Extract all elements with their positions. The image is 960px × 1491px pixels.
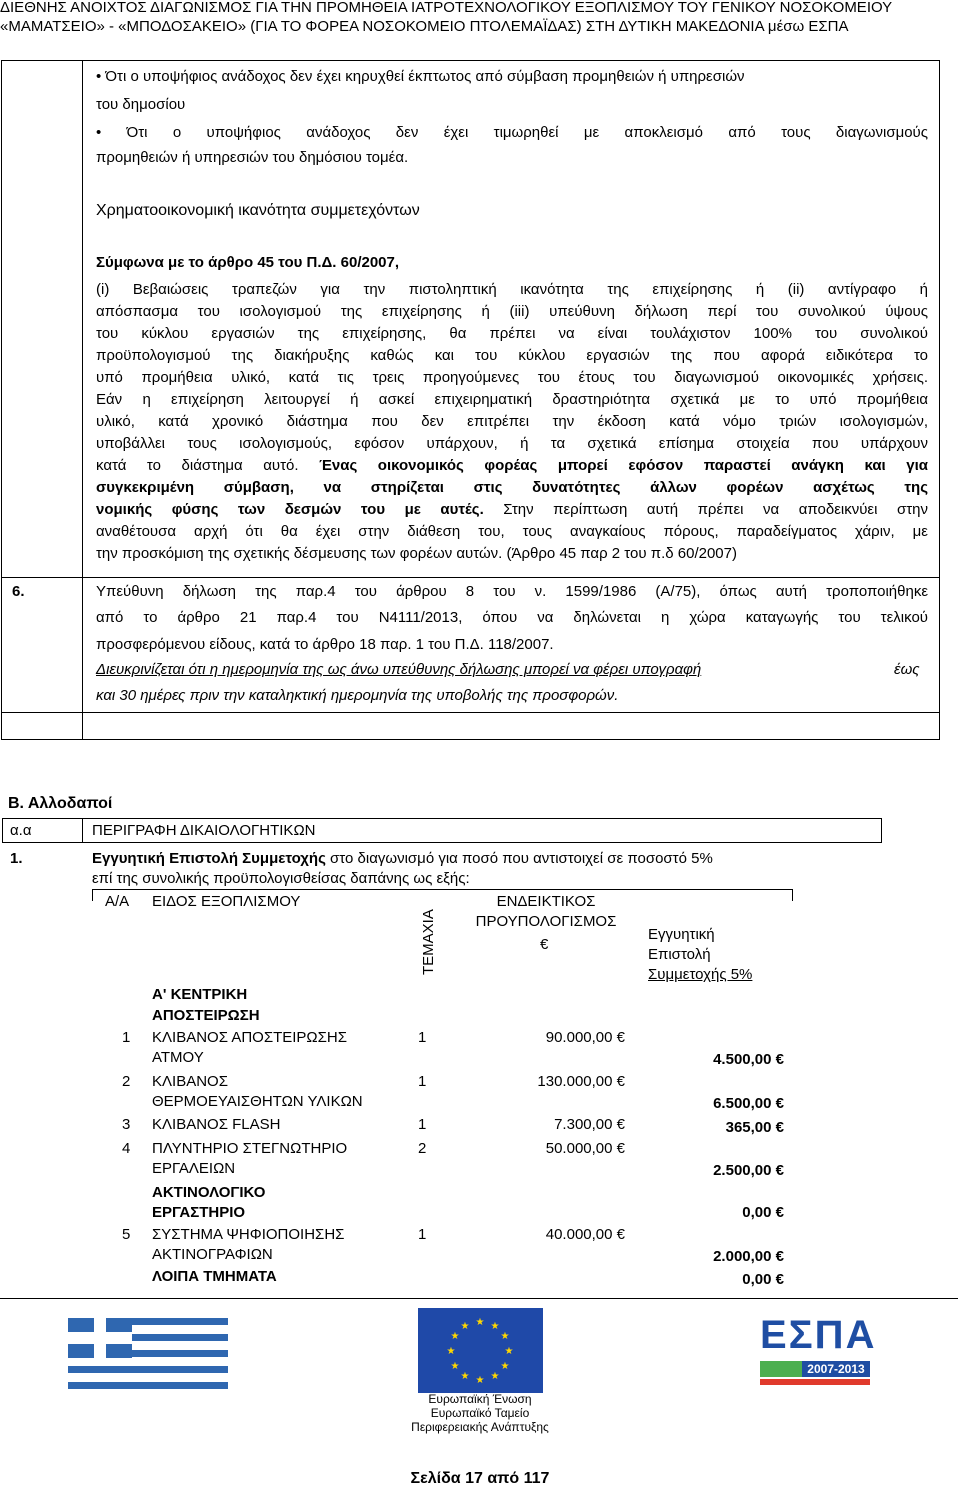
bullet-2-line-1: • Ότι ο υποψήφιος ανάδοχος δεν έχει τιμωρηθεί με αποκλεισμό από τους διαγωνισμούς	[96, 124, 928, 141]
eu-caption-1: Ευρωπαϊκή Ένωση	[428, 1392, 532, 1406]
row-4-quantity: 2	[418, 1140, 427, 1157]
para-line-12: αναθέτουσα αρχή ότι θα έχει στην διάθεση του, τους αναγκαίους πόρους, παραδείγματος χάριν, με	[96, 523, 928, 540]
eu-caption	[380, 1392, 580, 1434]
espa-green-bar	[760, 1361, 802, 1377]
row-3-quantity: 1	[418, 1116, 427, 1133]
flag-stripe	[68, 1366, 228, 1373]
article-ref-bold: Σύμφωνα με το άρθρο 45 του Π.Δ.	[96, 254, 337, 271]
row-3-desc-1: ΚΛΙΒΑΝΟΣ FLASH	[152, 1116, 281, 1133]
svg-text:★: ★	[475, 1317, 485, 1328]
para-line: Εάν η επιχείρηση λειτουργεί ή ασκεί επιχειρηματική δραστηριότητα σχετικά με το υπό προμήθεια	[96, 391, 928, 408]
greek-flag-logo	[68, 1318, 228, 1390]
header-line-1: ΔΙΕΘΝΗΣ ΑΝΟΙΧΤΟΣ ΔΙΑΓΩΝΙΣΜΟΣ ΓΙΑ ΤΗΝ ΠΡΟΜΗΘΕΙΑ ΙΑΤΡΟΤΕΧΝΟΛΟΓΙΚΟΥ ΕΞΟΠΛΙΣΜΟΥ ΤΟΥ ΓΕΝΙΚΟΥ ΝΟΣΟΚΟΜΕΙΟΥ	[0, 0, 893, 16]
bullet-2-line-2: προμηθειών ή υπηρεσιών του δημόσιου τομέα.	[96, 149, 409, 166]
b-col-aa-header: α.α	[10, 822, 32, 839]
b-row-1-number: 1.	[10, 850, 23, 867]
flag-stripe	[68, 1382, 228, 1389]
bullet-1-line-1: • Ότι ο υποψήφιος ανάδοχος δεν έχει κηρυχθεί έκπτωτος από σύμβαση προμηθειών ή υπηρεσιών	[96, 68, 745, 85]
row-3-guarantee: 365,00 €	[725, 1119, 784, 1136]
item-6-italic-line-2: και 30 ημέρες πριν την καταληκτική ημερομηνία της υποβολής της προσφορών.	[96, 687, 619, 704]
row-2-guarantee: 6.500,00 €	[713, 1095, 784, 1112]
svg-text:★: ★	[490, 1371, 500, 1382]
group-a-line-2: ΑΠΟΣΤΕΙΡΩΣΗ	[152, 1007, 260, 1024]
row-2-quantity: 1	[418, 1073, 427, 1090]
para-line-10: συγκεκριμένη σύμβαση, να στηρίζεται στις δυνατότητες άλλων φορέων ασχέτως της	[96, 479, 928, 496]
row-divider	[1, 577, 940, 578]
espa-text: ΕΣΠΑ	[760, 1313, 877, 1357]
eu-stars-icon	[418, 1308, 543, 1393]
para-line: υπό προμήθεια υλικό, κατά τις τρεις προηγούμενες του έτους του διαγωνισμού οικονομικές χρήσεις.	[96, 369, 928, 386]
row-1-quantity: 1	[418, 1029, 427, 1046]
para-line-13: την προσκόμιση της σχετικής δέσμευσης των φορέων αυτών. (Άρθρο 45 παρ 2 του π.δ 60/2007)	[96, 545, 737, 562]
para-line: (i) Βεβαιώσεις τραπεζών για την πιστοληπτική ικανότητα της επιχείρησης ή (ii) αντίγραφο ή	[96, 281, 928, 298]
top-table-right-border	[939, 60, 940, 740]
row-2-budget: 130.000,00 €	[537, 1073, 625, 1090]
row-5-desc-1: ΣΥΣΤΗΜΑ ΨΗΦΙΟΠΟΙΗΣΗΣ	[152, 1226, 345, 1243]
para-line: υποβάλλει τους ισολογισμούς, εφόσον υπάρχουν, ή τα σχετικά επίσημα στοιχεία που υπάρχουν	[96, 435, 928, 452]
row-5-quantity: 1	[418, 1226, 427, 1243]
item-6-line-1: Υπεύθυνη δήλωση της παρ.4 του άρθρου 8 του ν. 1599/1986 (Α/75), όπως αυτή τροποποιήθηκε	[96, 583, 928, 600]
th-guarantee-2: Επιστολή	[648, 946, 711, 963]
svg-text:★: ★	[504, 1346, 514, 1357]
row-1-budget: 90.000,00 €	[545, 1029, 625, 1046]
svg-text:★: ★	[475, 1375, 485, 1386]
item-6-number: 6.	[12, 583, 25, 600]
header-line-2: «ΜΑΜΑΤΣΕΙΟ» - «ΜΠΟΔΟΣΑΚΕΙΟ» (ΓΙΑ ΤΟ ΦΟΡΕΑ ΝΟΣΟΚΟΜΕΙΟ ΠΤΟΛΕΜΑΪΔΑΣ) ΣΤΗ ΔΥΤΙΚΗ ΜΑΚΕΔΟΝΙΑ μέσω ΕΣΠΑ	[0, 18, 849, 35]
svg-text:★: ★	[460, 1371, 470, 1382]
row-4-desc-2: ΕΡΓΑΛΕΙΩΝ	[152, 1160, 236, 1177]
row-5-budget: 40.000,00 €	[545, 1226, 625, 1243]
row-3-number: 3	[122, 1116, 131, 1133]
article-reference	[96, 252, 399, 274]
row-4-desc-1: ΠΛΥΝΤΗΡΙΟ ΣΤΕΓΝΩΤΗΡΙΟ	[152, 1140, 348, 1157]
group-b-line-2: ΕΡΓΑΣΤΗΡΙΟ	[152, 1204, 246, 1221]
b-table-border	[2, 818, 882, 819]
b-table-border	[881, 818, 882, 842]
eu-caption-3: Περιφερειακής Ανάπτυξης	[411, 1420, 549, 1434]
para-line-9-bold: Ένας οικονομικός φορέας μπορεί εφόσον παραστεί ανάγκη και για	[319, 457, 928, 474]
group-c-label: ΛΟΙΠΑ ΤΜΗΜΑΤΑ	[152, 1268, 277, 1285]
para-line-11-normal: Στην περίπτωση αυτή πρέπει να αποδεικνύει στην	[483, 501, 928, 518]
row-4-budget: 50.000,00 €	[545, 1140, 625, 1157]
article-ref-rest: 60/2007,	[336, 254, 400, 271]
row-5-guarantee: 2.000,00 €	[713, 1248, 784, 1265]
para-line: του κύκλου εργασιών της επιχείρησης, θα πρέπει να είναι τουλάχιστον 100% του συνολικού	[96, 325, 928, 342]
page-number: Σελίδα 17 από 117	[410, 1470, 550, 1487]
th-budget-2: ΠΡΟΥΠΟΛΟΓΙΣΜΟΣ	[475, 913, 617, 930]
svg-text:★: ★	[490, 1321, 500, 1332]
row-4-number: 4	[122, 1140, 131, 1157]
bullet-1-line-2: του δημοσίου	[96, 96, 186, 113]
b-table-border	[2, 842, 882, 843]
group-b-guarantee: 0,00 €	[742, 1204, 784, 1221]
financial-paragraph	[96, 279, 928, 565]
th-guarantee-3: Συμμετοχής 5%	[648, 966, 753, 983]
row-1-desc-1: ΚΛΙΒΑΝΟΣ ΑΠΟΣΤΕΙΡΩΣΗΣ	[152, 1029, 348, 1046]
row-1-desc-2: ΑΤΜΟΥ	[152, 1049, 204, 1066]
svg-text:★: ★	[450, 1361, 460, 1372]
b-row-1-rest: στο διαγωνισμό για ποσό που αντιστοιχεί σε ποσοστό 5%	[325, 850, 713, 867]
para-line-11	[96, 499, 928, 521]
group-c-guarantee: 0,00 €	[742, 1271, 784, 1288]
b-table-border	[2, 818, 3, 842]
svg-text:★: ★	[500, 1361, 510, 1372]
row-1-number: 1	[122, 1029, 131, 1046]
svg-text:★: ★	[450, 1331, 460, 1342]
th-budget-euro: €	[540, 936, 549, 953]
espa-years: 2007-2013	[802, 1361, 870, 1377]
item-6-line-2: από το άρθρο 21 παρ.4 του Ν4111/2013, όπου να δηλώνεται η χώρα καταγωγής του τελικού	[96, 609, 928, 626]
th-guarantee-1: Εγγυητική	[648, 926, 715, 943]
eu-flag-logo	[418, 1308, 543, 1393]
svg-text:★: ★	[460, 1321, 470, 1332]
group-a-line-1: Α' ΚΕΝΤΡΙΚΗ	[152, 986, 248, 1003]
row-5-number: 5	[122, 1226, 131, 1243]
row-2-desc-1: ΚΛΙΒΑΝΟΣ	[152, 1073, 228, 1090]
item-6-italic-line-1: Διευκρινίζεται ότι η ημερομηνία της ως άνω υπεύθυνης δήλωσης μπορεί να φέρει υπογραφή	[96, 661, 702, 678]
flag-canton	[68, 1318, 132, 1358]
svg-text:★: ★	[446, 1346, 456, 1357]
para-line-11-bold: νομικής φύσης των δεσμών του με αυτές.	[96, 501, 484, 518]
top-table-col-divider	[82, 60, 83, 740]
section-b-heading: Β. Αλλοδαποί	[8, 795, 113, 812]
th-budget-1: ΕΝΔΕΙΚΤΙΚΟΣ	[496, 893, 596, 910]
item-6-italic-line-1-end: έως	[894, 661, 920, 678]
para-line: απόσπασμα του ισολογισμού της επιχείρησης ή (iii) υπεύθυνη δήλωση περί του συνολικού ύψους	[96, 303, 928, 320]
group-b-line-1: ΑΚΤΙΝΟΛΟΓΙΚΟ	[152, 1184, 266, 1201]
guarantee-letter-bold: Εγγυητική Επιστολή Συμμετοχής	[92, 850, 326, 867]
espa-red-bar	[760, 1379, 870, 1385]
row-2-number: 2	[122, 1073, 131, 1090]
top-table-border	[1, 60, 940, 61]
item-6-line-3: προσφερόμενου είδους, κατά το άρθρο 18 παρ. 1 του Π.Δ. 118/2007.	[96, 636, 554, 653]
top-table-left-border	[1, 60, 2, 740]
inner-table-top	[92, 889, 792, 890]
row-1-guarantee: 4.500,00 €	[713, 1051, 784, 1068]
b-col-desc-header: ΠΕΡΙΓΡΑΦΗ ΔΙΚΑΙΟΛΟΓΗΤΙΚΩΝ	[92, 822, 316, 839]
row-divider	[1, 712, 940, 713]
b-table-border	[82, 818, 83, 842]
flag-cross-horizontal	[68, 1332, 132, 1344]
b-row-1-line-1	[92, 848, 882, 870]
row-4-guarantee: 2.500,00 €	[713, 1162, 784, 1179]
th-quantity: ΤΕΜΑΧΙΑ	[420, 909, 437, 975]
para-line: προϋπολογισμού της διακήρυξης καθώς και του κύκλου εργασιών της που αφορά ειδικότερα το	[96, 347, 928, 364]
th-type: ΕΙΔΟΣ ΕΞΟΠΛΙΣΜΟΥ	[152, 893, 301, 910]
svg-text:★: ★	[500, 1331, 510, 1342]
espa-logo	[760, 1313, 900, 1393]
financial-heading: Χρηματοοικονομική ικανότητα συμμετεχόντων	[96, 202, 420, 219]
row-divider	[1, 739, 940, 740]
row-5-desc-2: ΑΚΤΙΝΟΓΡΑΦΙΩΝ	[152, 1246, 273, 1263]
th-aa: Α/Α	[105, 893, 130, 910]
row-2-desc-2: ΘΕΡΜΟΕΥΑΙΣΘΗΤΩΝ ΥΛΙΚΩΝ	[152, 1093, 363, 1110]
b-row-1-line-2: επί της συνολικής προϋπολογισθείσας δαπάνης ως εξής:	[92, 870, 470, 887]
inner-table-right	[792, 889, 793, 901]
para-line: υλικό, κατά χρονικό διάστημα που δεν επιτρέπει την έκδοση κατά νόμο τριών ισολογισμών,	[96, 413, 928, 430]
inner-table-left	[92, 889, 93, 901]
para-line-9	[96, 455, 928, 477]
footer-rule	[0, 1298, 958, 1299]
row-3-budget: 7.300,00 €	[554, 1116, 625, 1133]
para-line-9-normal: κατά το διάστημα αυτό.	[96, 457, 320, 474]
eu-caption-2: Ευρωπαϊκό Ταμείο	[430, 1406, 530, 1420]
